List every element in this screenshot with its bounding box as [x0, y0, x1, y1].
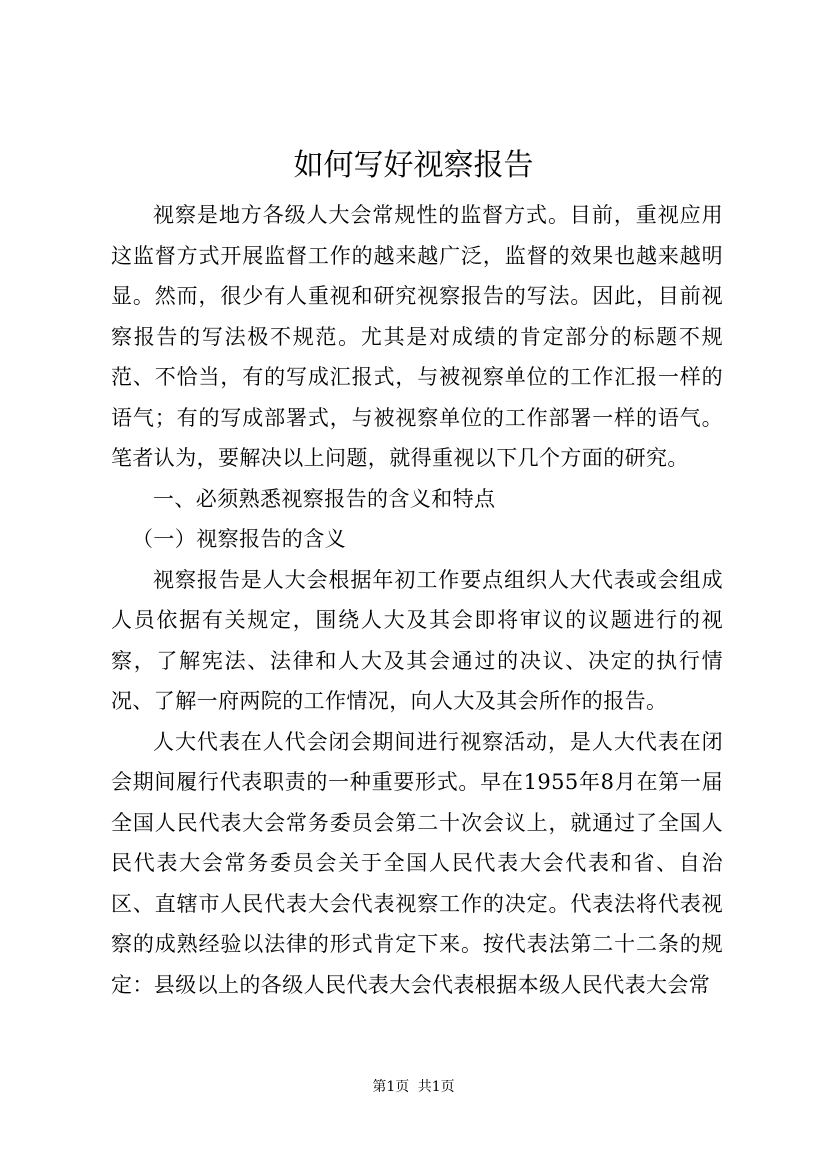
paragraph-history: 人大代表在人代会闭会期间进行视察活动，是人大代表在闭会期间履行代表职责的一种重要形式。早在1955年8月在第一届全国人民代表大会常务委员会第二十次会议上，就通过了全国人民代表大会常务委员会关于全国人民代表大会代表和省、自治区、直辖市人民代表大会代表视察工作的决定。代表法将代表视察的成熟经验以法律的形式肯定下来。按代表法第二十二条的规定：县级以上的各级人民代表大会代表根据本级人民代表大会常: [111, 729, 723, 997]
subsection-heading-1: （一）视察报告的含义: [132, 527, 346, 551]
page-total: 共1页: [417, 1079, 455, 1095]
page-number: 第1页: [372, 1079, 410, 1095]
document-title: 如何写好视察报告: [293, 148, 534, 183]
section-heading-1: 一、必须熟悉视察报告的含义和特点: [153, 486, 496, 511]
page-footer: [0, 1077, 827, 1097]
paragraph-intro: 视察是地方各级人大会常规性的监督方式。目前，重视应用这监督方式开展监督工作的越来越广泛，监督的效果也越来越明显。然而，很少有人重视和研究视察报告的写法。因此，目前视察报告的写法极不规范。尤其是对成绩的肯定部分的标题不规范、不恰当，有的写成汇报式，与被视察单位的工作汇报一样的语气；有的写成部署式，与被视察单位的工作部署一样的语气。笔者认为，要解决以上问题，就得重视以下几个方面的研究。: [111, 203, 723, 470]
paragraph-definition: 视察报告是人大会根据年初工作要点组织人大代表或会组成人员依据有关规定，围绕人大及其会即将审议的议题进行的视察，了解宪法、法律和人大及其会通过的决议、决定的执行情况、了解一府两院的工作情况，向人大及其会所作的报告。: [111, 567, 723, 713]
document-body: [111, 195, 723, 1005]
